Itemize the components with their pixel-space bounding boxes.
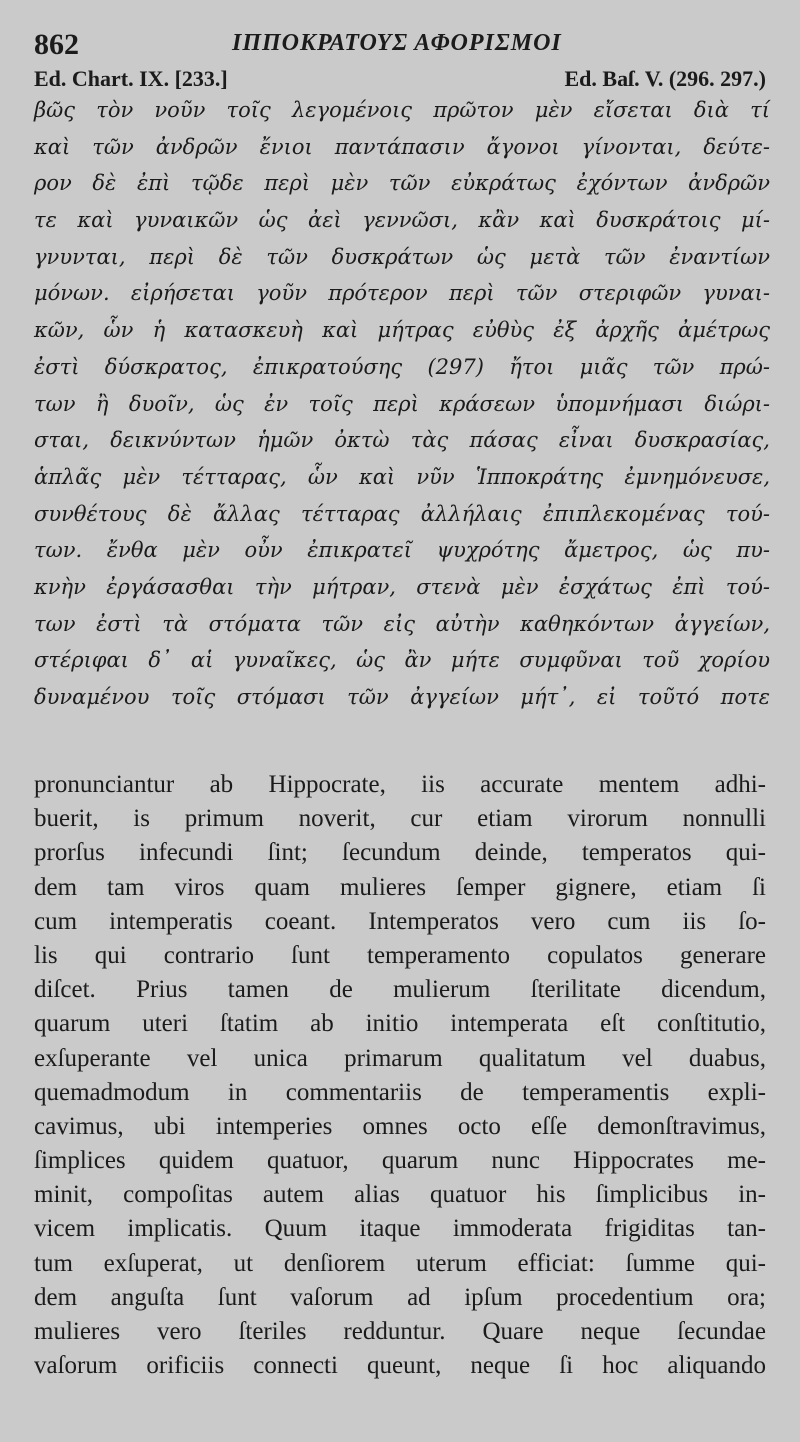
latin-line: mulieres vero ſteriles redduntur. Quare neque ſecundae (34, 1318, 766, 1345)
greek-line: στέριφαι δ᾽ αἱ γυναῖκες, ὡς ἂν μήτε συμφῦναι τοῦ χορίου (34, 648, 770, 673)
greek-line: κνὴν ἐργάσασθαι τὴν μήτραν, στενὰ μὲν ἐσχάτως ἐπὶ τού- (34, 574, 770, 599)
latin-line: quarum uteri ſtatim ab initio intemperata eſt conſtitutio, (34, 1010, 766, 1038)
latin-line: dem anguſta ſunt vaſorum ad ipſum procedentium ora; (34, 1283, 766, 1311)
latin-line: minit, compoſitas autem alias quatuor his ſimplicibus in- (34, 1181, 766, 1209)
page-header (34, 22, 770, 62)
edition-basel-reference: Ed. Baſ. V. (296. 297.) (564, 66, 766, 91)
greek-line: σται, δεικνύντων ἡμῶν ὀκτὼ τὰς πάσας εἶναι δυσκρασίας, (34, 428, 770, 453)
latin-line: pronunciantur ab Hippocrate, iis accurate mentem adhi- (34, 771, 766, 798)
latin-line: cum intemperatis coeant. Intemperatos vero cum iis ſo- (34, 907, 766, 935)
latin-line: exſuperante vel unica primarum qualitatum vel duabus, (34, 1044, 766, 1072)
greek-line: κῶν, ὧν ἡ κατασκευὴ καὶ μήτρας εὐθὺς ἐξ ἀρχῆς ἀμέτρως (34, 318, 770, 343)
latin-line: tum exſuperat, ut denſiorem uterum efficiat: ſumme qui- (34, 1249, 766, 1277)
latin-text-block (34, 768, 766, 1383)
greek-line: μόνων. εἰρήσεται γοῦν πρότερον περὶ τῶν στεριφῶν γυναι- (34, 281, 770, 306)
greek-line: των. ἔνθα μὲν οὖν ἐπικρατεῖ ψυχρότης ἄμετρος, ὡς πυ- (34, 538, 770, 563)
greek-line: ἁπλᾶς μὲν τέτταρας, ὧν καὶ νῦν Ἱπποκράτης ἐμνημόνευσε, (34, 464, 770, 489)
latin-line: diſcet. Prius tamen de mulierum ſterilitate dicendum, (34, 976, 766, 1004)
greek-line: των ἐστὶ τὰ στόματα τῶν εἰς αὐτὴν καθηκόντων ἀγγείων, (34, 611, 770, 636)
greek-line: τε καὶ γυναικῶν ὡς ἀεὶ γεννῶσι, κἂν καὶ δυσκράτοις μί- (34, 208, 770, 233)
latin-line: vicem implicatis. Quum itaque immoderata frigiditas tan- (34, 1215, 766, 1243)
latin-line: prorſus infecundi ſint; ſecundum deinde, temperatos qui- (34, 839, 766, 867)
latin-line: ſimplices quidem quatuor, quarum nunc Hippocrates me- (34, 1147, 766, 1175)
greek-line: συνθέτους δὲ ἄλλας τέτταρας ἀλλήλαις ἐπιπλεκομένας τού- (34, 501, 770, 526)
latin-line: dem tam viros quam mulieres ſemper gignere, etiam ſi (34, 873, 766, 901)
latin-line: quemadmodum in commentariis de temperamentis expli- (34, 1078, 766, 1106)
latin-line: lis qui contrario ſunt temperamento copulatos generare (34, 941, 766, 969)
greek-line: βῶς τὸν νοῦν τοῖς λεγομένοις πρῶτον μὲν εἴσεται διὰ τί (34, 98, 770, 122)
edition-references (34, 66, 766, 94)
greek-line: καὶ τῶν ἀνδρῶν ἔνιοι παντάπασιν ἄγονοι γίνονται, δεύτε- (34, 134, 770, 159)
latin-line: vaſorum orificiis connecti queunt, neque ſi hoc aliquando (34, 1352, 766, 1380)
greek-line: δυναμένου τοῖς στόμασι τῶν ἀγγείων μήτ᾽, εἰ τοῦτό ποτε (34, 685, 770, 709)
greek-line: γνυνται, περὶ δὲ τῶν δυσκράτων ὡς μετὰ τῶν ἐναντίων (34, 244, 770, 269)
greek-line: των ἢ δυοῖν, ὡς ἐν τοῖς περὶ κράσεων ὑπομνήμασι διώρι- (34, 391, 770, 416)
edition-chart-reference: Ed. Chart. IX. [233.] (34, 66, 228, 91)
running-title: ΙΠΠΟΚΡΑΤΟΥΣ ΑΦΟΡΙΣΜΟΙ (232, 30, 562, 56)
greek-line: ἐστὶ δύσκρατος, ἐπικρατούσης (297) ἤτοι μιᾶς τῶν πρώ- (34, 354, 770, 379)
greek-line: ρον δὲ ἐπὶ τῷδε περὶ μὲν τῶν εὐκράτως ἐχόντων ἀνδρῶν (34, 171, 770, 196)
latin-line: cavimus, ubi intemperies omnes octo eſſe demonſtravimus, (34, 1112, 766, 1140)
page-number: 862 (34, 28, 79, 61)
latin-line: buerit, is primum noverit, cur etiam virorum nonnulli (34, 805, 766, 833)
greek-text-block (34, 92, 770, 716)
